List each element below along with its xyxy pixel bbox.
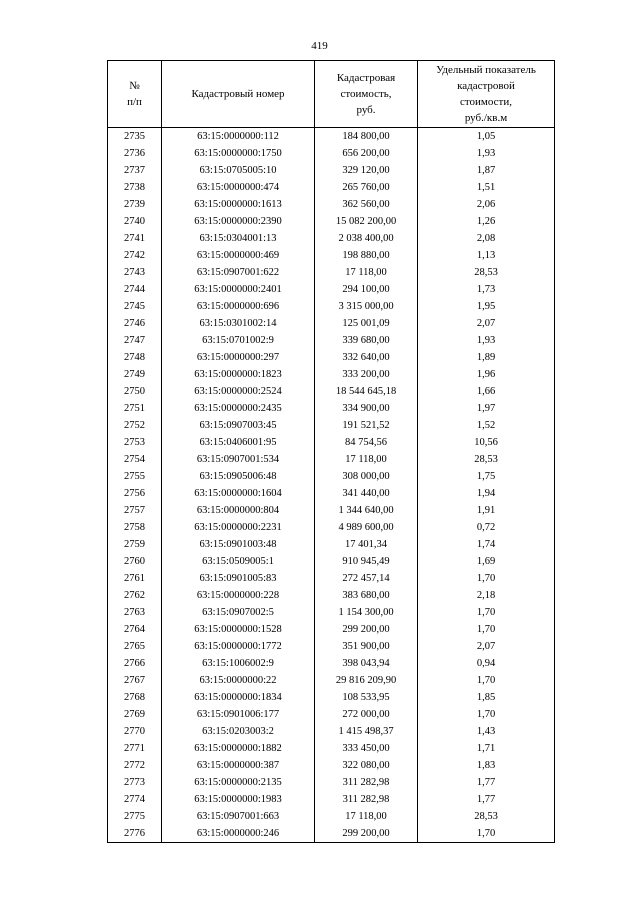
specific-indicator-cell: 1,83: [418, 757, 555, 774]
row-number-cell: 2775: [108, 808, 162, 825]
row-number-cell: 2735: [108, 128, 162, 146]
row-number-cell: 2769: [108, 706, 162, 723]
cadastral-value-cell: 398 043,94: [315, 655, 418, 672]
header-cadastral-value: [315, 61, 418, 128]
table-row: [108, 162, 555, 179]
cadastral-value-cell: 15 082 200,00: [315, 213, 418, 230]
header-cadastral-value-line1: Кадастровая: [336, 72, 396, 84]
cadastral-number-cell: 63:15:0000000:246: [162, 825, 315, 843]
row-number-cell: 2776: [108, 825, 162, 843]
specific-indicator-cell: 28,53: [418, 808, 555, 825]
cadastral-value-cell: 108 533,95: [315, 689, 418, 706]
header-specific-indicator-line3: стоимости,: [460, 96, 512, 108]
table-row: [108, 400, 555, 417]
cadastral-value-cell: 125 001,09: [315, 315, 418, 332]
row-number-cell: 2763: [108, 604, 162, 621]
cadastral-number-cell: 63:15:0905006:48: [162, 468, 315, 485]
cadastral-value-cell: 2 038 400,00: [315, 230, 418, 247]
header-row-number-line1: №: [129, 80, 140, 92]
table-row: [108, 519, 555, 536]
row-number-cell: 2750: [108, 383, 162, 400]
row-number-cell: 2772: [108, 757, 162, 774]
cadastral-number-cell: 63:15:0000000:22: [162, 672, 315, 689]
cadastral-number-cell: 63:15:0907003:45: [162, 417, 315, 434]
header-row-number-line2: п/п: [127, 96, 142, 108]
row-number-cell: 2742: [108, 247, 162, 264]
row-number-cell: 2736: [108, 145, 162, 162]
specific-indicator-cell: 2,08: [418, 230, 555, 247]
cadastral-number-cell: 63:15:0907002:5: [162, 604, 315, 621]
cadastral-value-cell: 17 118,00: [315, 808, 418, 825]
row-number-cell: 2761: [108, 570, 162, 587]
cadastral-value-cell: 272 457,14: [315, 570, 418, 587]
specific-indicator-cell: 1,70: [418, 621, 555, 638]
specific-indicator-cell: 1,70: [418, 825, 555, 843]
cadastral-value-cell: 362 560,00: [315, 196, 418, 213]
table-row: [108, 349, 555, 366]
cadastral-value-cell: 17 118,00: [315, 264, 418, 281]
specific-indicator-cell: 1,95: [418, 298, 555, 315]
table-row: [108, 213, 555, 230]
header-cadastral-value-line3: руб.: [356, 104, 376, 116]
cadastral-number-cell: 63:15:0000000:1750: [162, 145, 315, 162]
cadastral-number-cell: 63:15:0000000:2390: [162, 213, 315, 230]
cadastral-number-cell: 63:15:0000000:1613: [162, 196, 315, 213]
table-row: [108, 298, 555, 315]
cadastral-value-cell: 1 415 498,37: [315, 723, 418, 740]
table-row: [108, 774, 555, 791]
table-row: [108, 621, 555, 638]
specific-indicator-cell: 1,26: [418, 213, 555, 230]
cadastral-value-cell: 17 118,00: [315, 451, 418, 468]
table-row: [108, 451, 555, 468]
specific-indicator-cell: 1,94: [418, 485, 555, 502]
row-number-cell: 2747: [108, 332, 162, 349]
page-number: 419: [311, 40, 328, 52]
specific-indicator-cell: 10,56: [418, 434, 555, 451]
cadastral-number-cell: 63:15:0000000:1882: [162, 740, 315, 757]
cadastral-value-cell: 332 640,00: [315, 349, 418, 366]
cadastral-number-cell: 63:15:0000000:474: [162, 179, 315, 196]
cadastral-number-cell: 63:15:0907001:622: [162, 264, 315, 281]
header-row: [108, 61, 555, 128]
row-number-cell: 2762: [108, 587, 162, 604]
cadastral-number-cell: 63:15:0000000:112: [162, 128, 315, 146]
cadastral-value-cell: 299 200,00: [315, 825, 418, 843]
table-row: [108, 128, 555, 146]
table-row: [108, 689, 555, 706]
table-row: [108, 332, 555, 349]
specific-indicator-cell: 1,91: [418, 502, 555, 519]
table-row: [108, 502, 555, 519]
specific-indicator-cell: 1,73: [418, 281, 555, 298]
specific-indicator-cell: 2,07: [418, 315, 555, 332]
cadastral-value-cell: 322 080,00: [315, 757, 418, 774]
cadastral-value-cell: 334 900,00: [315, 400, 418, 417]
specific-indicator-cell: 1,13: [418, 247, 555, 264]
specific-indicator-cell: 1,05: [418, 128, 555, 146]
cadastral-number-cell: 63:15:0000000:2435: [162, 400, 315, 417]
cadastral-value-cell: 294 100,00: [315, 281, 418, 298]
cadastral-number-cell: 63:15:0907001:534: [162, 451, 315, 468]
cadastral-number-cell: 63:15:0000000:1772: [162, 638, 315, 655]
row-number-cell: 2758: [108, 519, 162, 536]
cadastral-value-cell: 265 760,00: [315, 179, 418, 196]
cadastral-value-cell: 333 200,00: [315, 366, 418, 383]
row-number-cell: 2764: [108, 621, 162, 638]
row-number-cell: 2744: [108, 281, 162, 298]
header-specific-indicator-line1: Удельный показатель: [436, 64, 536, 76]
cadastral-number-cell: 63:15:0000000:297: [162, 349, 315, 366]
cadastral-number-cell: 63:15:0907001:663: [162, 808, 315, 825]
cadastral-number-cell: 63:15:0301002:14: [162, 315, 315, 332]
row-number-cell: 2766: [108, 655, 162, 672]
table-row: [108, 247, 555, 264]
table-row: [108, 366, 555, 383]
cadastral-value-cell: 351 900,00: [315, 638, 418, 655]
specific-indicator-cell: 2,07: [418, 638, 555, 655]
specific-indicator-cell: 1,71: [418, 740, 555, 757]
specific-indicator-cell: 1,89: [418, 349, 555, 366]
row-number-cell: 2770: [108, 723, 162, 740]
table-row: [108, 145, 555, 162]
table-row: [108, 179, 555, 196]
specific-indicator-cell: 0,94: [418, 655, 555, 672]
table-row: [108, 468, 555, 485]
table-row: [108, 672, 555, 689]
cadastral-number-cell: 63:15:0509005:1: [162, 553, 315, 570]
specific-indicator-cell: 1,93: [418, 332, 555, 349]
cadastral-value-cell: 339 680,00: [315, 332, 418, 349]
table-row: [108, 604, 555, 621]
row-number-cell: 2755: [108, 468, 162, 485]
table-row: [108, 281, 555, 298]
table-row: [108, 808, 555, 825]
row-number-cell: 2748: [108, 349, 162, 366]
specific-indicator-cell: 2,18: [418, 587, 555, 604]
row-number-cell: 2767: [108, 672, 162, 689]
row-number-cell: 2741: [108, 230, 162, 247]
table-row: [108, 706, 555, 723]
row-number-cell: 2753: [108, 434, 162, 451]
row-number-cell: 2754: [108, 451, 162, 468]
cadastral-value-cell: 1 344 640,00: [315, 502, 418, 519]
table-row: [108, 485, 555, 502]
cadastral-number-cell: 63:15:0406001:95: [162, 434, 315, 451]
specific-indicator-cell: 1,87: [418, 162, 555, 179]
specific-indicator-cell: 28,53: [418, 451, 555, 468]
header-row-number: [108, 61, 162, 128]
row-number-cell: 2743: [108, 264, 162, 281]
cadastral-value-cell: 311 282,98: [315, 774, 418, 791]
cadastral-number-cell: 63:15:0000000:228: [162, 587, 315, 604]
row-number-cell: 2749: [108, 366, 162, 383]
table-row: [108, 196, 555, 213]
specific-indicator-cell: 1,70: [418, 672, 555, 689]
specific-indicator-cell: 2,06: [418, 196, 555, 213]
cadastral-number-cell: 63:15:0000000:1834: [162, 689, 315, 706]
row-number-cell: 2752: [108, 417, 162, 434]
table-row: [108, 757, 555, 774]
table-row: [108, 315, 555, 332]
cadastral-number-cell: 63:15:0705005:10: [162, 162, 315, 179]
table-body: [108, 128, 555, 843]
row-number-cell: 2757: [108, 502, 162, 519]
row-number-cell: 2740: [108, 213, 162, 230]
row-number-cell: 2751: [108, 400, 162, 417]
row-number-cell: 2739: [108, 196, 162, 213]
cadastral-value-cell: 18 544 645,18: [315, 383, 418, 400]
cadastral-value-cell: 272 000,00: [315, 706, 418, 723]
cadastral-number-cell: 63:15:1006002:9: [162, 655, 315, 672]
cadastral-number-cell: 63:15:0000000:1823: [162, 366, 315, 383]
table-row: [108, 723, 555, 740]
cadastral-number-cell: 63:15:0000000:696: [162, 298, 315, 315]
cadastral-number-cell: 63:15:0000000:1528: [162, 621, 315, 638]
cadastral-value-cell: 3 315 000,00: [315, 298, 418, 315]
specific-indicator-cell: 1,77: [418, 791, 555, 808]
table-row: [108, 417, 555, 434]
table-row: [108, 536, 555, 553]
cadastral-number-cell: 63:15:0000000:2401: [162, 281, 315, 298]
cadastral-value-cell: 329 120,00: [315, 162, 418, 179]
cadastral-number-cell: 63:15:0000000:1604: [162, 485, 315, 502]
specific-indicator-cell: 1,75: [418, 468, 555, 485]
cadastral-number-cell: 63:15:0304001:13: [162, 230, 315, 247]
header-specific-indicator-line2: кадастровой: [457, 80, 515, 92]
cadastral-number-cell: 63:15:0000000:387: [162, 757, 315, 774]
row-number-cell: 2765: [108, 638, 162, 655]
header-specific-indicator-line4: руб./кв.м: [464, 112, 508, 124]
cadastral-value-cell: 383 680,00: [315, 587, 418, 604]
cadastral-number-cell: 63:15:0000000:804: [162, 502, 315, 519]
header-cadastral-number: Кадастровый номер: [162, 61, 315, 128]
specific-indicator-cell: 1,66: [418, 383, 555, 400]
specific-indicator-cell: 1,97: [418, 400, 555, 417]
cadastral-number-cell: 63:15:0000000:2135: [162, 774, 315, 791]
cadastral-number-cell: 63:15:0701002:9: [162, 332, 315, 349]
row-number-cell: 2756: [108, 485, 162, 502]
table-row: [108, 553, 555, 570]
table-header: [108, 61, 555, 128]
cadastral-value-cell: 29 816 209,90: [315, 672, 418, 689]
cadastral-value-cell: 656 200,00: [315, 145, 418, 162]
cadastral-number-cell: 63:15:0203003:2: [162, 723, 315, 740]
table-row: [108, 740, 555, 757]
table-row: [108, 791, 555, 808]
header-specific-indicator: [418, 61, 555, 128]
cadastral-value-cell: 17 401,34: [315, 536, 418, 553]
cadastral-value-cell: 299 200,00: [315, 621, 418, 638]
row-number-cell: 2773: [108, 774, 162, 791]
specific-indicator-cell: 1,70: [418, 604, 555, 621]
row-number-cell: 2745: [108, 298, 162, 315]
cadastral-value-cell: 910 945,49: [315, 553, 418, 570]
specific-indicator-cell: 1,52: [418, 417, 555, 434]
cadastral-value-cell: 198 880,00: [315, 247, 418, 264]
specific-indicator-cell: 1,96: [418, 366, 555, 383]
specific-indicator-cell: 1,69: [418, 553, 555, 570]
specific-indicator-cell: 0,72: [418, 519, 555, 536]
row-number-cell: 2738: [108, 179, 162, 196]
table-row: [108, 264, 555, 281]
specific-indicator-cell: 1,43: [418, 723, 555, 740]
cadastral-number-cell: 63:15:0000000:2524: [162, 383, 315, 400]
row-number-cell: 2760: [108, 553, 162, 570]
row-number-cell: 2774: [108, 791, 162, 808]
cadastral-value-cell: 333 450,00: [315, 740, 418, 757]
table-row: [108, 655, 555, 672]
cadastral-value-table: [107, 60, 555, 843]
cadastral-number-cell: 63:15:0901005:83: [162, 570, 315, 587]
cadastral-number-cell: 63:15:0000000:469: [162, 247, 315, 264]
row-number-cell: 2746: [108, 315, 162, 332]
table-row: [108, 434, 555, 451]
cadastral-number-cell: 63:15:0901003:48: [162, 536, 315, 553]
cadastral-number-cell: 63:15:0901006:177: [162, 706, 315, 723]
specific-indicator-cell: 1,70: [418, 706, 555, 723]
cadastral-value-cell: 84 754,56: [315, 434, 418, 451]
specific-indicator-cell: 1,77: [418, 774, 555, 791]
specific-indicator-cell: 1,85: [418, 689, 555, 706]
table-row: [108, 230, 555, 247]
cadastral-value-cell: 191 521,52: [315, 417, 418, 434]
cadastral-value-cell: 184 800,00: [315, 128, 418, 146]
table-row: [108, 587, 555, 604]
cadastral-number-cell: 63:15:0000000:2231: [162, 519, 315, 536]
table-row: [108, 570, 555, 587]
cadastral-number-cell: 63:15:0000000:1983: [162, 791, 315, 808]
specific-indicator-cell: 1,93: [418, 145, 555, 162]
table-row: [108, 825, 555, 843]
cadastral-value-cell: 341 440,00: [315, 485, 418, 502]
specific-indicator-cell: 1,70: [418, 570, 555, 587]
row-number-cell: 2737: [108, 162, 162, 179]
row-number-cell: 2768: [108, 689, 162, 706]
specific-indicator-cell: 1,74: [418, 536, 555, 553]
specific-indicator-cell: 1,51: [418, 179, 555, 196]
cadastral-value-cell: 4 989 600,00: [315, 519, 418, 536]
cadastral-value-cell: 311 282,98: [315, 791, 418, 808]
cadastral-value-cell: 308 000,00: [315, 468, 418, 485]
row-number-cell: 2759: [108, 536, 162, 553]
row-number-cell: 2771: [108, 740, 162, 757]
header-cadastral-value-line2: стоимость,: [340, 88, 392, 100]
cadastral-value-cell: 1 154 300,00: [315, 604, 418, 621]
specific-indicator-cell: 28,53: [418, 264, 555, 281]
table-row: [108, 383, 555, 400]
table-row: [108, 638, 555, 655]
